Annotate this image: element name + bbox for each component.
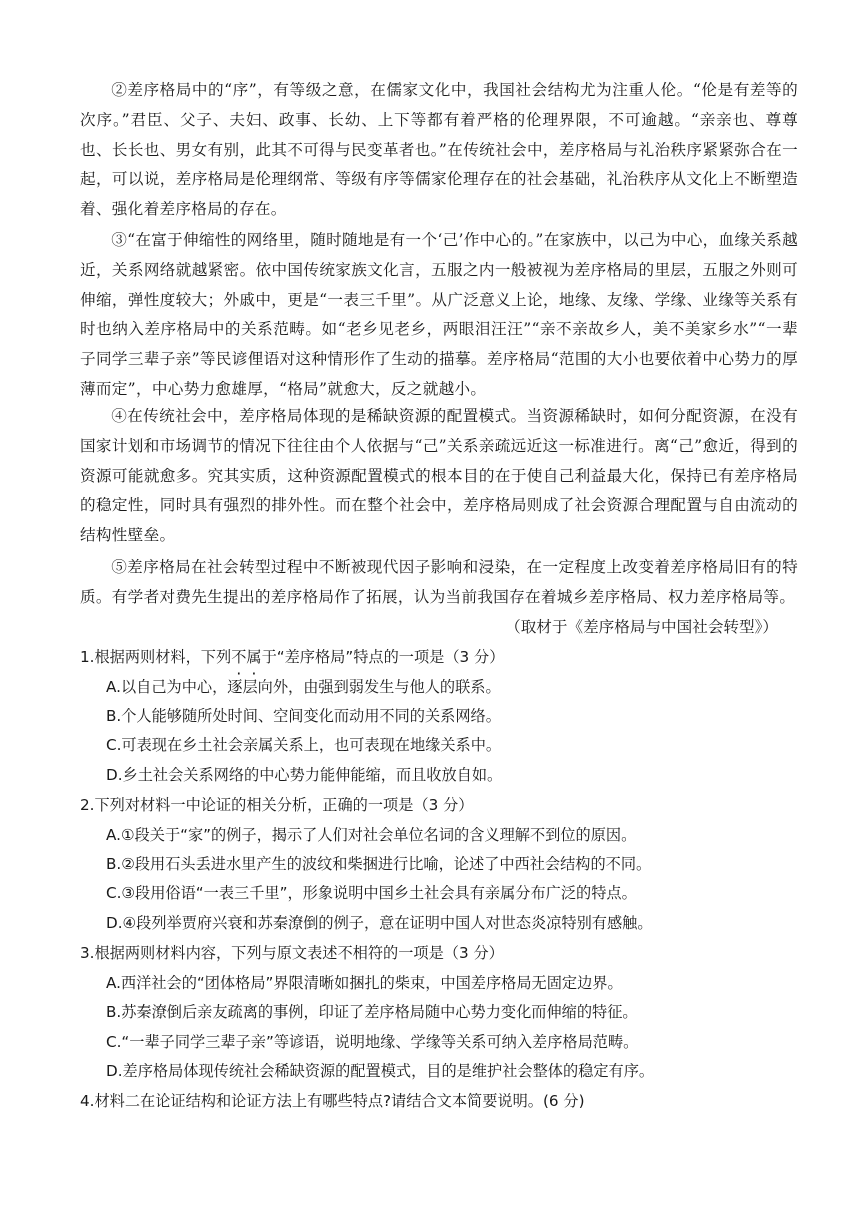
paragraph-4: ④在传统社会中，差序格局体现的是稀缺资源的配置模式。当资源稀缺时，如何分配资源，在没有国家计划和市场调节的情况下往往由个人依据与“己”关系亲疏远近这一标准进行。离“己”愈近，得到的资源可能就愈多。究其实质，这种资源配置模式的根本目的在于使自己利益最大化，保持已有差序格局的稳定性，同时具有强烈的排外性。而在整个社会中，差序格局则成了社会资源合理配置与自由流动的结构性壁垒。	[80, 407, 798, 545]
question-1-option-b: B.个人能够随所处时间、空间变化而动用不同的关系网络。	[106, 707, 501, 725]
question-1-option-d: D.乡土社会关系网络的中心势力能伸能缩，而且收放自如。	[106, 766, 503, 784]
question-1	[80, 644, 504, 670]
question-2-option-c: C.③段用俗语“一表三千里”，形象说明中国乡土社会具有亲属分布广泛的特点。	[106, 884, 637, 902]
question-1-text-before: 1.根据两则材料，下列	[80, 648, 232, 666]
question-2-option-a: A.①段关于“家”的例子，揭示了人们对社会单位名词的含义理解不到位的原因。	[106, 826, 637, 844]
question-4: 4.材料二在论证结构和论证方法上有哪些特点?请结合文本简要说明。(6 分)	[80, 1092, 585, 1110]
question-2-option-b: B.②段用石头丢进水里产生的波纹和柴捆进行比喻，论述了中西社会结构的不同。	[106, 855, 652, 873]
question-3-option-b: B.苏秦潦倒后亲友疏离的事例，印证了差序格局随中心势力变化而伸缩的特征。	[106, 1003, 638, 1021]
question-3-option-c: C.“一辈子同学三辈子亲”等谚语，说明地缘、学缘等关系可纳入差序格局范畴。	[106, 1033, 639, 1051]
question-3-option-d: D.差序格局体现传统社会稀缺资源的配置模式，目的是维护社会整体的稳定有序。	[106, 1062, 655, 1080]
emphasis-dot-2: 属	[246, 648, 262, 666]
source-citation: （取材于《差序格局与中国社会转型》）	[505, 618, 778, 636]
question-2-option-d: D.④段列举贾府兴衰和苏秦潦倒的例子，意在证明中国人对世态炎凉特别有感触。	[106, 914, 653, 932]
emphasis-dot-1: 不	[231, 648, 247, 666]
paragraph-5: ⑤差序格局在社会转型过程中不断被现代因子影响和浸染，在一定程度上改变着差序格局旧有的特质。有学者对费先生提出的差序格局作了拓展，认为当前我国存在着城乡差序格局、权力差序格局等。	[80, 558, 798, 606]
paragraph-3: ③“在富于伸缩性的网络里，随时随地是有一个‘己’作中心的。”在家族中，以己为中心，血缘关系越近，关系网络就越紧密。依中国传统家族文化言，五服之内一般被视为差序格局的里层，五服之外则可伸缩，弹性度较大；外戚中，更是“一表三千里”。从广泛意义上论，地缘、友缘、学缘、业缘等关系有时也纳入差序格局中的关系范畴。如“老乡见老乡，两眼泪汪汪”“亲不亲故乡人，美不美家乡水”“一辈子同学三辈子亲”等民谚俚语对这种情形作了生动的描摹。差序格局“范围的大小也要依着中心势力的厚薄而定”，中心势力愈雄厚，“格局”就愈大，反之就越小。	[80, 231, 798, 398]
question-2: 2.下列对材料一中论证的相关分析，正确的一项是（3 分）	[80, 796, 474, 814]
question-3-option-a: A.西洋社会的“团体格局”界限清晰如捆扎的柴束，中国差序格局无固定边界。	[106, 974, 623, 992]
question-1-option-a: A.以自己为中心，逐层向外，由强到弱发生与他人的联系。	[106, 678, 501, 696]
paragraph-2: ②差序格局中的“序”，有等级之意，在儒家文化中，我国社会结构尤为注重人伦。“伦是有差等的次序。”君臣、父子、夫妇、政事、长幼、上下等都有着严格的伦理界限，不可逾越。“亲亲也、尊尊也、长长也、男女有别，此其不可得与民变革者也。”在传统社会中，差序格局与礼治秩序紧紧弥合在一起，可以说，差序格局是伦理纲常、等级有序等儒家伦理存在的社会基础，礼治秩序从文化上不断塑造着、强化着差序格局的存在。	[80, 81, 798, 219]
question-1-option-c: C.可表现在乡土社会亲属关系上，也可表现在地缘关系中。	[106, 736, 502, 754]
question-3: 3.根据两则材料内容，下列与原文表述不相符的一项是（3 分）	[80, 944, 504, 962]
question-1-text-after: 于“差序格局”特点的一项是（3 分）	[261, 648, 505, 666]
